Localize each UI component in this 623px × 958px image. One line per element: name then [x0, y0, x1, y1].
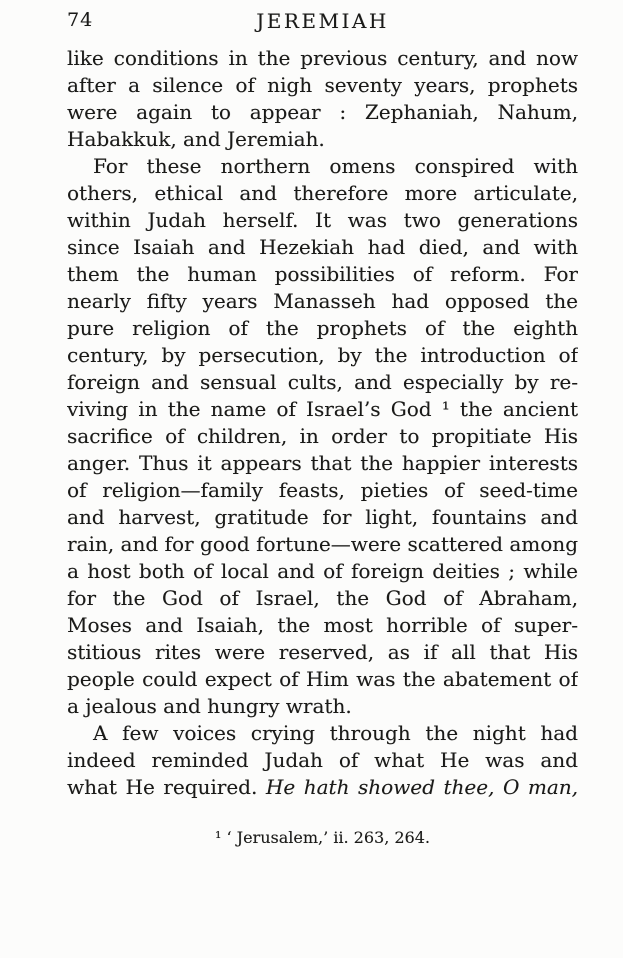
text-line-roman: what He required. — [67, 775, 258, 799]
text-line: pure religion of the prophets of the eighth — [67, 316, 578, 340]
text-line: century, by persecution, by the introduction of — [67, 343, 578, 367]
running-header — [67, 0, 578, 34]
text-line: for the God of Israel, the God of Abraham, — [67, 586, 578, 610]
text-line: a jealous and hungry wrath. — [67, 694, 352, 718]
text-line: within Judah herself. It was two generations — [67, 208, 578, 232]
page-body — [67, 45, 578, 801]
text-line: A few voices crying through the night had — [93, 721, 578, 745]
text-line — [67, 774, 578, 801]
text-line: since Isaiah and Hezekiah had died, and with — [67, 235, 578, 259]
text-line: anger. Thus it appears that the happier interests — [67, 451, 578, 475]
text-line: others, ethical and therefore more articulate, — [67, 181, 578, 205]
footnote: ¹ ‘ Jerusalem,’ ii. 263, 264. — [214, 828, 430, 847]
text-line: people could expect of Him was the abatement of — [67, 667, 578, 691]
text-line: viving in the name of Israel’s God ¹ the ancient — [67, 397, 578, 421]
scripture-quote-italic: He hath showed thee, O man, — [265, 775, 578, 799]
text-line: rain, and for good fortune—were scattered among — [67, 532, 578, 556]
text-line: Moses and Isaiah, the most horrible of super- — [67, 613, 578, 637]
text-line: Habakkuk, and Jeremiah. — [67, 127, 325, 151]
text-line: of religion—family feasts, pieties of seed-time — [67, 478, 578, 502]
text-line: stitious rites were reserved, as if all that His — [67, 640, 578, 664]
running-head-title: JEREMIAH — [256, 9, 389, 33]
text-line: a host both of local and of foreign deities ; while — [67, 559, 578, 583]
text-line: sacrifice of children, in order to propitiate His — [67, 424, 578, 448]
text-line: like conditions in the previous century, and now — [67, 46, 578, 70]
text-line: foreign and sensual cults, and especially by re- — [67, 370, 578, 394]
text-line: them the human possibilities of reform. For — [67, 262, 578, 286]
text-line: were again to appear : Zephaniah, Nahum, — [67, 100, 578, 124]
page-number: 74 — [67, 9, 94, 31]
text-line: nearly fifty years Manasseh had opposed the — [67, 289, 578, 313]
text-line: and harvest, gratitude for light, fountains and — [67, 505, 578, 529]
text-line: For these northern omens conspired with — [93, 154, 578, 178]
text-line: indeed reminded Judah of what He was and — [67, 748, 578, 772]
text-line: after a silence of nigh seventy years, prophets — [67, 73, 578, 97]
